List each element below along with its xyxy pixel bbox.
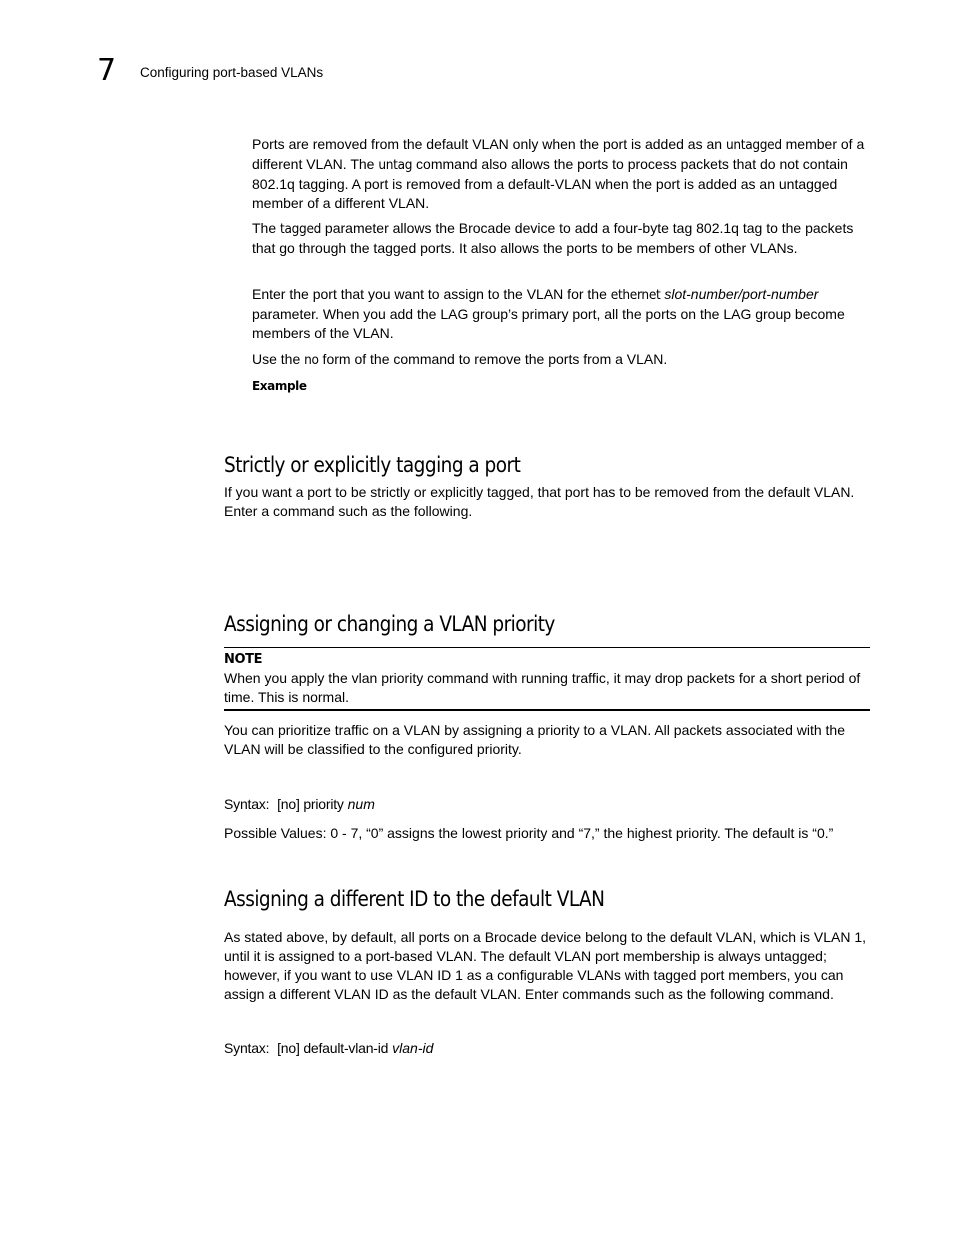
keyword-ethernet: ethernet [610, 287, 661, 303]
chapter-title: Configuring port-based VLANs [140, 65, 324, 80]
text: command also allows the ports to process packets that do not contain 802.1q tagging. A port is removed from a default-VLAN when the port is added as an untagged member of a different VLAN. [252, 156, 848, 211]
text: The [252, 220, 281, 236]
intro-paragraph-no [252, 350, 872, 370]
keyword-untag: untag [378, 157, 413, 173]
keyword-untagged: untagged [725, 137, 782, 153]
text: member of a different VLAN. The [252, 136, 865, 172]
section-heading-vlan-priority: Assigning or changing a VLAN priority [224, 612, 555, 636]
note-top-rule [224, 647, 870, 648]
syntax-command: [no] priority [277, 796, 344, 812]
syntax-argument: num [347, 796, 375, 812]
section-body-default-vlan-id: As stated above, by default, all ports on a Brocade device belong to the default VLAN, which is VLAN 1, until it is assigned to a port-based VLAN. The default VLAN port membership is always untagged; however, if you want to use VLAN ID 1 as a configurable VLANs with tagged port members, you can assign a different VLAN ID as the default VLAN. Enter commands such as the following command. [224, 929, 867, 1002]
syntax-command: [no] default-vlan-id [277, 1040, 389, 1056]
possible-values-text: Possible Values: 0 - 7, “0” assigns the lowest priority and “7,” the highest priority. The default is “0.” [224, 825, 834, 841]
example-label: Example [252, 379, 307, 393]
syntax-label: Syntax: [224, 1040, 270, 1056]
syntax-argument: vlan-id [392, 1040, 434, 1056]
note-bottom-rule [224, 709, 870, 711]
text: Enter the port that you want to assign to the VLAN for the [252, 286, 611, 302]
note-label: NOTE [224, 652, 263, 667]
chapter-number: 7 [97, 53, 117, 88]
section-heading-default-vlan-id: Assigning a different ID to the default VLAN [224, 887, 605, 911]
keyword-no: no [304, 352, 319, 368]
syntax-priority [224, 796, 375, 812]
text: Use the [252, 351, 305, 367]
keyword-tagged: tagged [280, 221, 322, 237]
text: form of the command to remove the ports from a VLAN. [318, 351, 668, 367]
section-body-strict-tagging: If you want a port to be strictly or explicitly tagged, that port has to be removed from the default VLAN. Enter a command such as the following. [224, 484, 855, 519]
param-slot-port: slot-number/port-number [660, 286, 819, 302]
intro-paragraph-untagged [252, 135, 872, 213]
text: parameter. When you add the LAG group’s primary port, all the ports on the LAG group become members of the VLAN. [252, 306, 845, 341]
intro-paragraph-ethernet [252, 285, 872, 343]
section-body-vlan-priority: You can prioritize traffic on a VLAN by assigning a priority to a VLAN. All packets associated with the VLAN will be classified to the configured priority. [224, 722, 845, 757]
text: parameter allows the Brocade device to add a four-byte tag 802.1q tag to the packets that go through the tagged ports. It also allows the ports to be members of other VLANs. [252, 220, 854, 256]
text: Ports are removed from the default VLAN only when the port is added as an [252, 136, 726, 152]
syntax-default-vlan-id [224, 1040, 433, 1056]
note-text: When you apply the vlan priority command with running traffic, it may drop packets for a short period of time. This is normal. [224, 670, 861, 705]
section-heading-strict-tagging: Strictly or explicitly tagging a port [224, 453, 521, 477]
intro-paragraph-tagged [252, 219, 872, 258]
syntax-label: Syntax: [224, 796, 270, 812]
